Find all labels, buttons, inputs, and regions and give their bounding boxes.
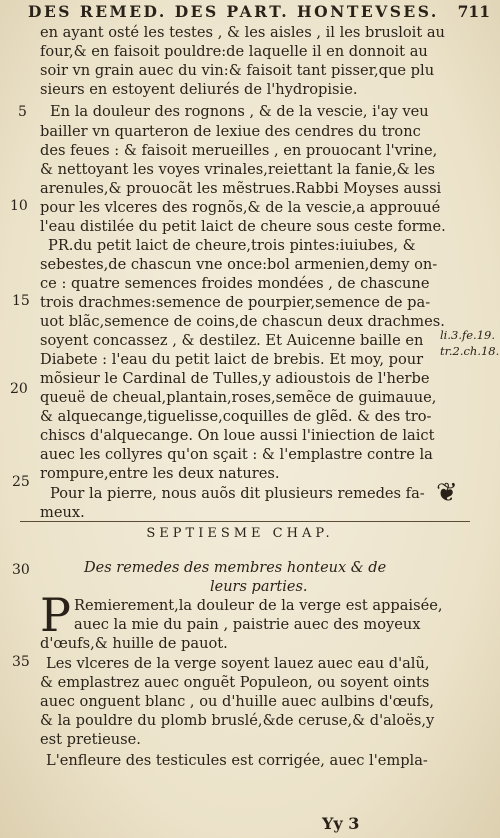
text-line: four,& en faisoit pouldre:de laquelle il en donnoit au — [40, 43, 428, 60]
text-line: uot blãc,semence de coins,de chascun deux drachmes. — [40, 313, 445, 330]
text-line: rompure,entre les deux natures. — [40, 465, 280, 482]
text-line: auec la mie du pain , paistrie auec des moyeux — [74, 616, 421, 633]
line-number: 15 — [12, 293, 30, 309]
text-line: sebestes,de chascun vne once:bol armenien,demy on- — [40, 256, 438, 273]
margin-note: tr.2.ch.18. — [440, 344, 500, 358]
text-line: & alquecange,tiguelisse,coquilles de glẽd. & des tro- — [40, 408, 432, 425]
text-line: d'œufs,& huille de pauot. — [40, 635, 228, 652]
chapter-subtitle: leurs parties. — [210, 579, 308, 595]
text-line: mõsieur le Cardinal de Tulles,y adioustois de l'herbe — [40, 370, 430, 387]
line-number: 25 — [12, 474, 30, 490]
text-line: arenules,& prouocãt les mẽstrues.Rabbi Moyses aussi — [40, 180, 442, 197]
line-number: 35 — [12, 654, 30, 670]
section-divider — [20, 521, 470, 522]
text-line: soyent concassez , & destilez. Et Auicenne baille en — [40, 332, 424, 349]
text-line: trois drachmes:semence de pourpier,semence de pa- — [40, 294, 431, 311]
text-line: soir vn grain auec du vin:& faisoit tant pisser,que plu — [40, 62, 435, 79]
fleuron-ornament: ❦ — [436, 478, 458, 508]
signature-mark: Yy 3 — [322, 814, 360, 833]
line-number: 20 — [10, 381, 28, 397]
text-line: Les vlceres de la verge soyent lauez auec eau d'alũ, — [46, 655, 430, 672]
text-line: auec les collyres qu'on sçait : & l'emplastre contre la — [40, 446, 433, 463]
text-line: PR.du petit laict de cheure,trois pintes:iuiubes, & — [48, 237, 416, 254]
text-line: meux. — [40, 504, 85, 521]
chapter-heading: SEPTIESME CHAP. — [146, 526, 334, 541]
text-line: l'eau distilée du petit laict de cheure sous ceste forme. — [40, 218, 446, 235]
text-line: des feues : & faisoit merueilles , en prouocant l'vrine, — [40, 142, 438, 159]
line-number: 5 — [18, 104, 27, 120]
text-line: Pour la pierre, nous auõs dit plusieurs remedes fa- — [50, 485, 425, 502]
text-line: bailler vn quarteron de lexiue des cendres du tronc — [40, 123, 421, 140]
drop-capital: P — [40, 588, 71, 642]
running-title: DES REMED. DES PART. HONTEVSES. — [28, 2, 439, 21]
text-line: est pretieuse. — [40, 731, 141, 748]
text-line: Remierement,la douleur de la verge est appaisée, — [74, 597, 443, 614]
running-header — [28, 2, 490, 21]
text-line: sieurs en estoyent deliurés de l'hydropisie. — [40, 81, 358, 98]
text-line: & la pouldre du plomb bruslé,&de ceruse,& d'aloës,y — [40, 712, 435, 729]
text-line: & emplastrez auec onguẽt Populeon, ou soyent oints — [40, 674, 430, 691]
line-number: 10 — [10, 198, 28, 214]
margin-note: li.3.fe.19. — [440, 328, 495, 342]
text-line: & nettoyant les voyes vrinales,reiettant la fanie,& les — [40, 161, 436, 178]
text-line: En la douleur des rognons , & de la vescie, i'ay veu — [50, 103, 429, 120]
text-line: ce : quatre semences froides mondées , de chascune — [40, 275, 430, 292]
text-line: auec onguent blanc , ou d'huille auec aulbins d'œufs, — [40, 693, 435, 710]
text-line: queuë de cheual,plantain,roses,semẽce de guimauue, — [40, 389, 437, 406]
line-number: 30 — [12, 562, 30, 578]
text-line: pour les vlceres des rognõs,& de la vescie,a approuué — [40, 199, 441, 216]
text-line: en ayant osté les testes , & les aisles , il les brusloit au — [40, 24, 445, 41]
text-line: Diabete : l'eau du petit laict de brebis. Et moy, pour — [40, 351, 424, 368]
chapter-subtitle: Des remedes des membres honteux & de — [84, 560, 387, 576]
page-number: 711 — [457, 2, 490, 21]
text-line: L'enfleure des testicules est corrigée, auec l'empla- — [46, 752, 428, 769]
text-line: chiscs d'alquecange. On loue aussi l'iniection de laict — [40, 427, 435, 444]
